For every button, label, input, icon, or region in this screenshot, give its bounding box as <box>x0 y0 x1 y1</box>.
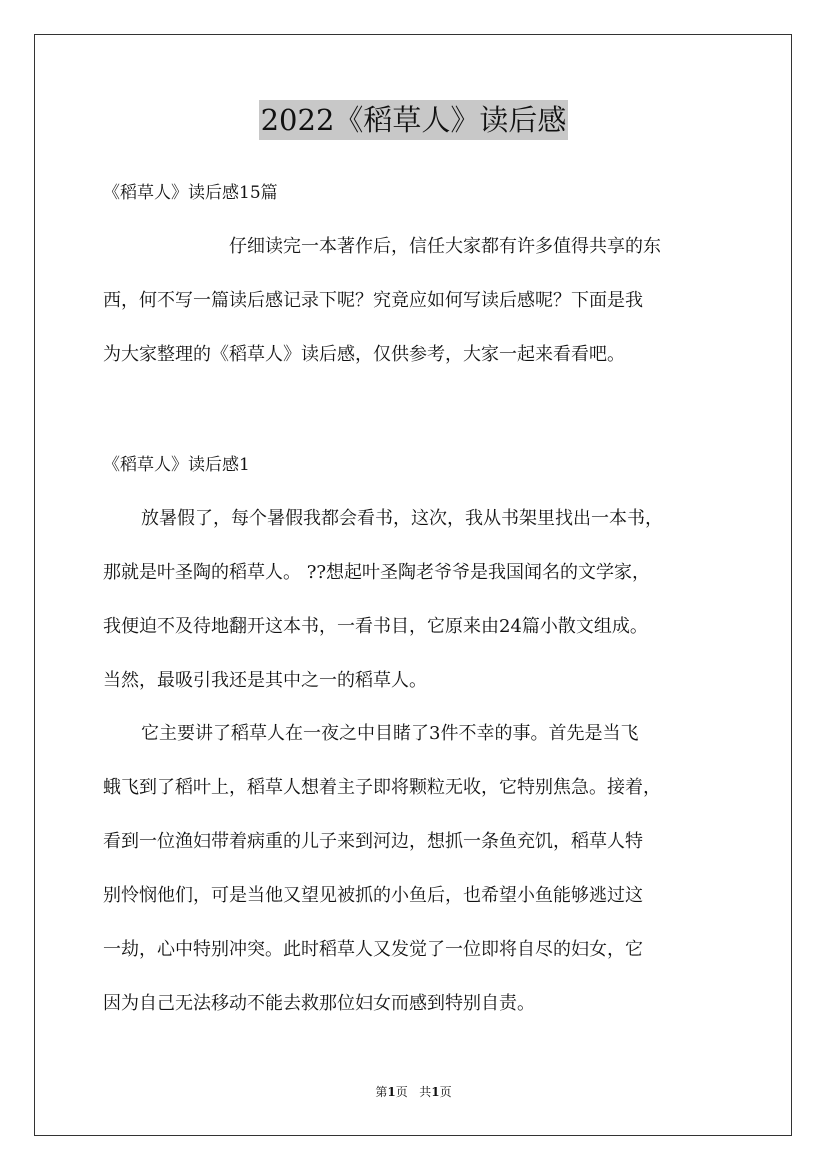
section-heading: 《稻草人》读后感1 <box>103 455 250 475</box>
paragraph-line: 当然，最吸引我还是其中之一的稻草人。 <box>103 670 427 691</box>
intro-line: 西，何不写一篇读后感记录下呢？究竟应如何写读后感呢？下面是我 <box>103 290 643 311</box>
paragraph-line: 因为自己无法移动不能去救那位妇女而感到特别自责。 <box>103 993 535 1014</box>
total-suffix: 页 <box>439 1085 452 1099</box>
document-title: 2022《稻草人》读后感 <box>259 100 569 140</box>
total-prefix: 共 <box>419 1085 432 1099</box>
intro-line: 为大家整理的《稻草人》读后感，仅供参考，大家一起来看看吧。 <box>103 344 625 365</box>
body-paragraph-1 <box>103 492 743 708</box>
paragraph-line: 那就是叶圣陶的稻草人。 ??想起叶圣陶老爷爷是我国闻名的文学家， <box>103 562 651 583</box>
intro-paragraph <box>103 220 743 382</box>
page-footer <box>0 1083 827 1101</box>
body-paragraph-2 <box>103 707 743 1031</box>
paragraph-line: 它主要讲了稻草人在一夜之中目睹了3件不幸的事。首先是当飞 <box>141 723 639 744</box>
paragraph-line: 放暑假了，每个暑假我都会看书，这次，我从书架里找出一本书， <box>141 508 663 529</box>
page-number: 1 <box>387 1085 396 1099</box>
paragraph-line: 我便迫不及待地翻开这本书，一看书目，它原来由24篇小散文组成。 <box>103 616 648 637</box>
paragraph-line: 蛾飞到了稻叶上，稻草人想着主子即将颗粒无收，它特别焦急。接着， <box>103 777 661 798</box>
intro-line: 仔细读完一本著作后，信任大家都有许多值得共享的东 <box>229 236 661 257</box>
paragraph-line: 看到一位渔妇带着病重的儿子来到河边，想抓一条鱼充饥，稻草人特 <box>103 831 643 852</box>
page-suffix: 页 <box>395 1085 408 1099</box>
page-prefix: 第 <box>375 1085 388 1099</box>
paragraph-line: 别怜悯他们，可是当他又望见被抓的小鱼后，也希望小鱼能够逃过这 <box>103 885 643 906</box>
total-pages: 1 <box>431 1085 440 1099</box>
document-subtitle: 《稻草人》读后感15篇 <box>103 183 278 203</box>
paragraph-line: 一劫，心中特别冲突。此时稻草人又发觉了一位即将自尽的妇女，它 <box>103 939 643 960</box>
